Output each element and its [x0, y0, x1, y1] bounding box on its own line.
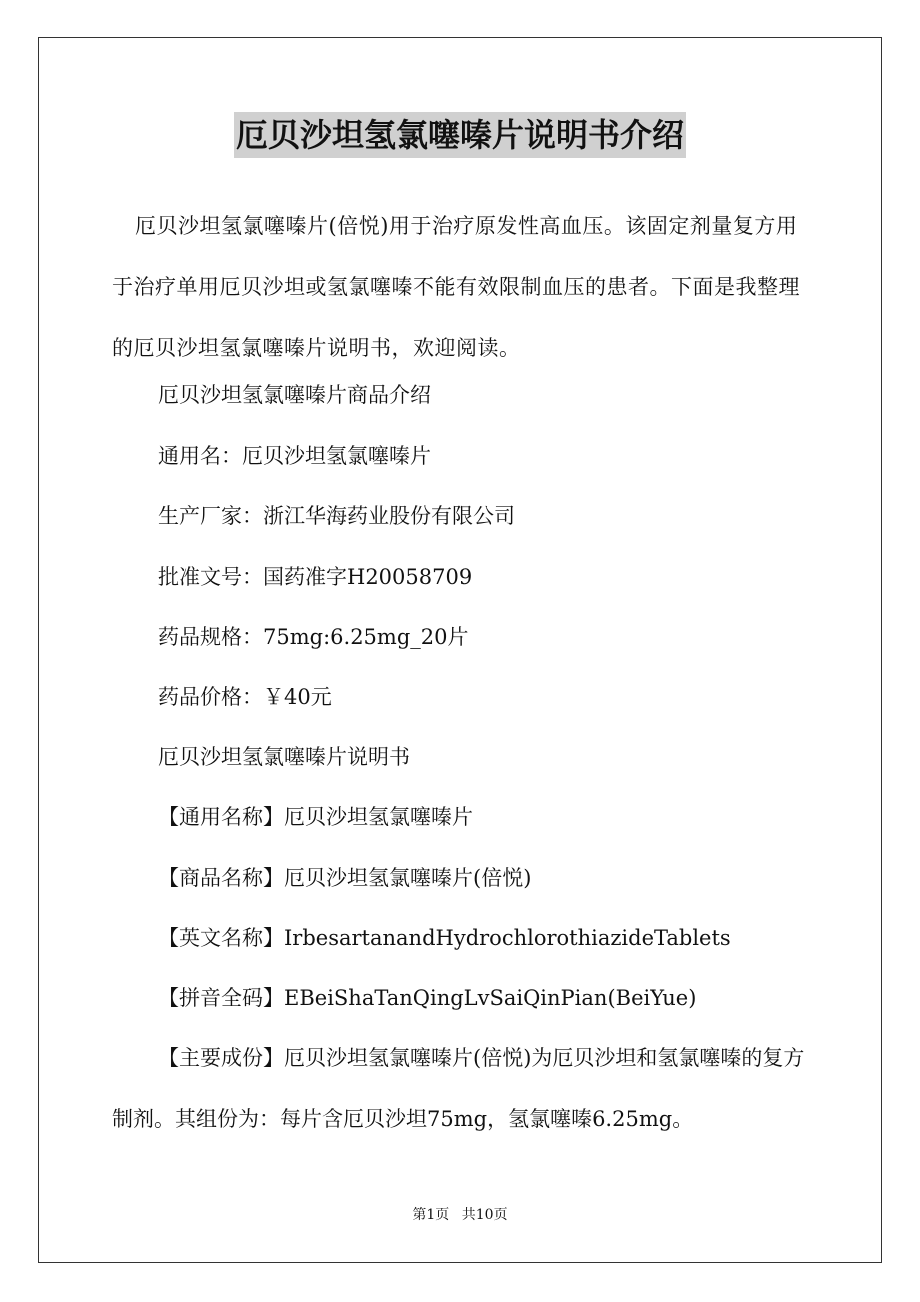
section-heading-instructions: 厄贝沙坦氢氯噻嗪片说明书	[158, 745, 410, 769]
price-line: 药品价格：￥40元	[158, 685, 332, 709]
ingredients-paragraph: 【主要成份】厄贝沙坦氢氯噻嗪片(倍悦)为厄贝沙坦和氢氯噻嗪的复方制剂。其组份为：每片含厄贝沙坦75mg，氢氯噻嗪6.25mg。	[112, 1046, 805, 1131]
document-title: 厄贝沙坦氢氯噻嗪片说明书介绍	[234, 112, 686, 158]
manufacturer-line: 生产厂家：浙江华海药业股份有限公司	[158, 504, 515, 528]
page-footer	[0, 1204, 920, 1224]
page-total: 共10页	[461, 1207, 508, 1223]
title-container	[0, 112, 920, 158]
intro-paragraph: 厄贝沙坦氢氯噻嗪片(倍悦)用于治疗原发性高血压。该固定剂量复方用于治疗单用厄贝沙坦或氢氯噻嗪不能有效限制血压的患者。下面是我整理的厄贝沙坦氢氯噻嗪片说明书，欢迎阅读。	[112, 214, 800, 360]
specification-line: 药品规格：75mg:6.25mg_20片	[158, 625, 469, 649]
english-name-line: 【英文名称】IrbesartanandHydrochlorothiazideTablets	[158, 926, 731, 950]
page-number: 第1页	[412, 1207, 450, 1223]
generic-name-line: 通用名：厄贝沙坦氢氯噻嗪片	[158, 444, 431, 468]
common-name-line: 【通用名称】厄贝沙坦氢氯噻嗪片	[158, 805, 473, 829]
trade-name-line: 【商品名称】厄贝沙坦氢氯噻嗪片(倍悦)	[158, 866, 532, 890]
approval-number-line: 批准文号：国药准字H20058709	[158, 565, 473, 589]
pinyin-name-line: 【拼音全码】EBeiShaTanQingLvSaiQinPian(BeiYue)	[158, 986, 697, 1010]
section-heading-product-intro: 厄贝沙坦氢氯噻嗪片商品介绍	[158, 383, 431, 407]
